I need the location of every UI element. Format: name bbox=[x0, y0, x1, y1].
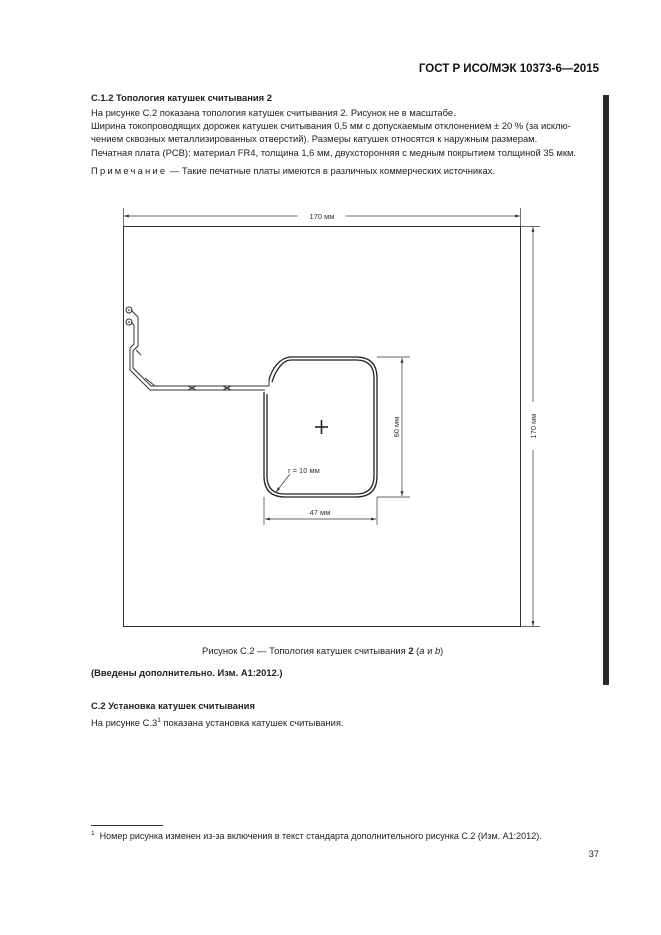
figure-caption: Рисунок С.2 — Топология катушек считывания 2 (a и b) bbox=[202, 645, 444, 656]
caption-number: 2 bbox=[408, 645, 414, 656]
caption-b: b bbox=[434, 645, 441, 656]
paragraph-3: Печатная плата (PCB): материал FR4, толщина 1,6 мм, двухсторонняя с медным покрытием толщиной 35 мкм. bbox=[91, 147, 576, 158]
paragraph-1: На рисунке С.2 показана топология катушек считывания 2. Рисунок не в масштабе. bbox=[91, 107, 456, 118]
paragraph-2-line-1: Ширина токопроводящих дорожек катушек считывания 0,5 мм с допускаемым отклонением ± 20 % (за исклю- bbox=[91, 120, 571, 131]
caption-prefix: Рисунок С.2 — Топология катушек считывания bbox=[202, 645, 409, 656]
section-heading-c2: С.2 Установка катушек считывания bbox=[91, 700, 255, 711]
footnote-text: Номер рисунка изменен из-за включения в текст стандарта дополнительного рисунка С.2 (Изм. А1:2012). bbox=[99, 831, 542, 841]
radius-leader bbox=[276, 474, 290, 492]
coil-height-label: 60 мм bbox=[392, 416, 401, 438]
footnote-ref[interactable]: 1 bbox=[157, 717, 161, 724]
page-header: ГОСТ Р ИСО/МЭК 10373-6—2015 bbox=[418, 63, 599, 75]
page-number: 37 bbox=[588, 848, 599, 859]
section-heading-c12: С.1.2 Топология катушек считывания 2 bbox=[91, 92, 272, 103]
note-label: Примечание bbox=[91, 165, 168, 176]
height-dim-label: 170 мм bbox=[529, 413, 538, 439]
lead-traces bbox=[130, 310, 269, 390]
width-dim-label: 170 мм bbox=[309, 212, 335, 221]
coil-width-label: 47 мм bbox=[309, 508, 331, 517]
radius-label: r = 10 мм bbox=[288, 466, 320, 475]
footnote bbox=[91, 826, 542, 844]
footnote-marker: 1 bbox=[91, 830, 95, 837]
paragraph-2-line-2: чением сквозных металлизированных отверстий). Размеры катушек относятся к наружным размерам. bbox=[91, 133, 538, 144]
caption-a: a bbox=[419, 645, 425, 656]
amendment-note: (Введены дополнительно. Изм. А1:2012.) bbox=[91, 667, 283, 678]
note-text: — Такие печатные платы имеются в различных коммерческих источниках. bbox=[167, 165, 495, 176]
section-c2-text: На рисунке $С.3^1$ показана установка катушек считывания. bbox=[91, 717, 344, 729]
